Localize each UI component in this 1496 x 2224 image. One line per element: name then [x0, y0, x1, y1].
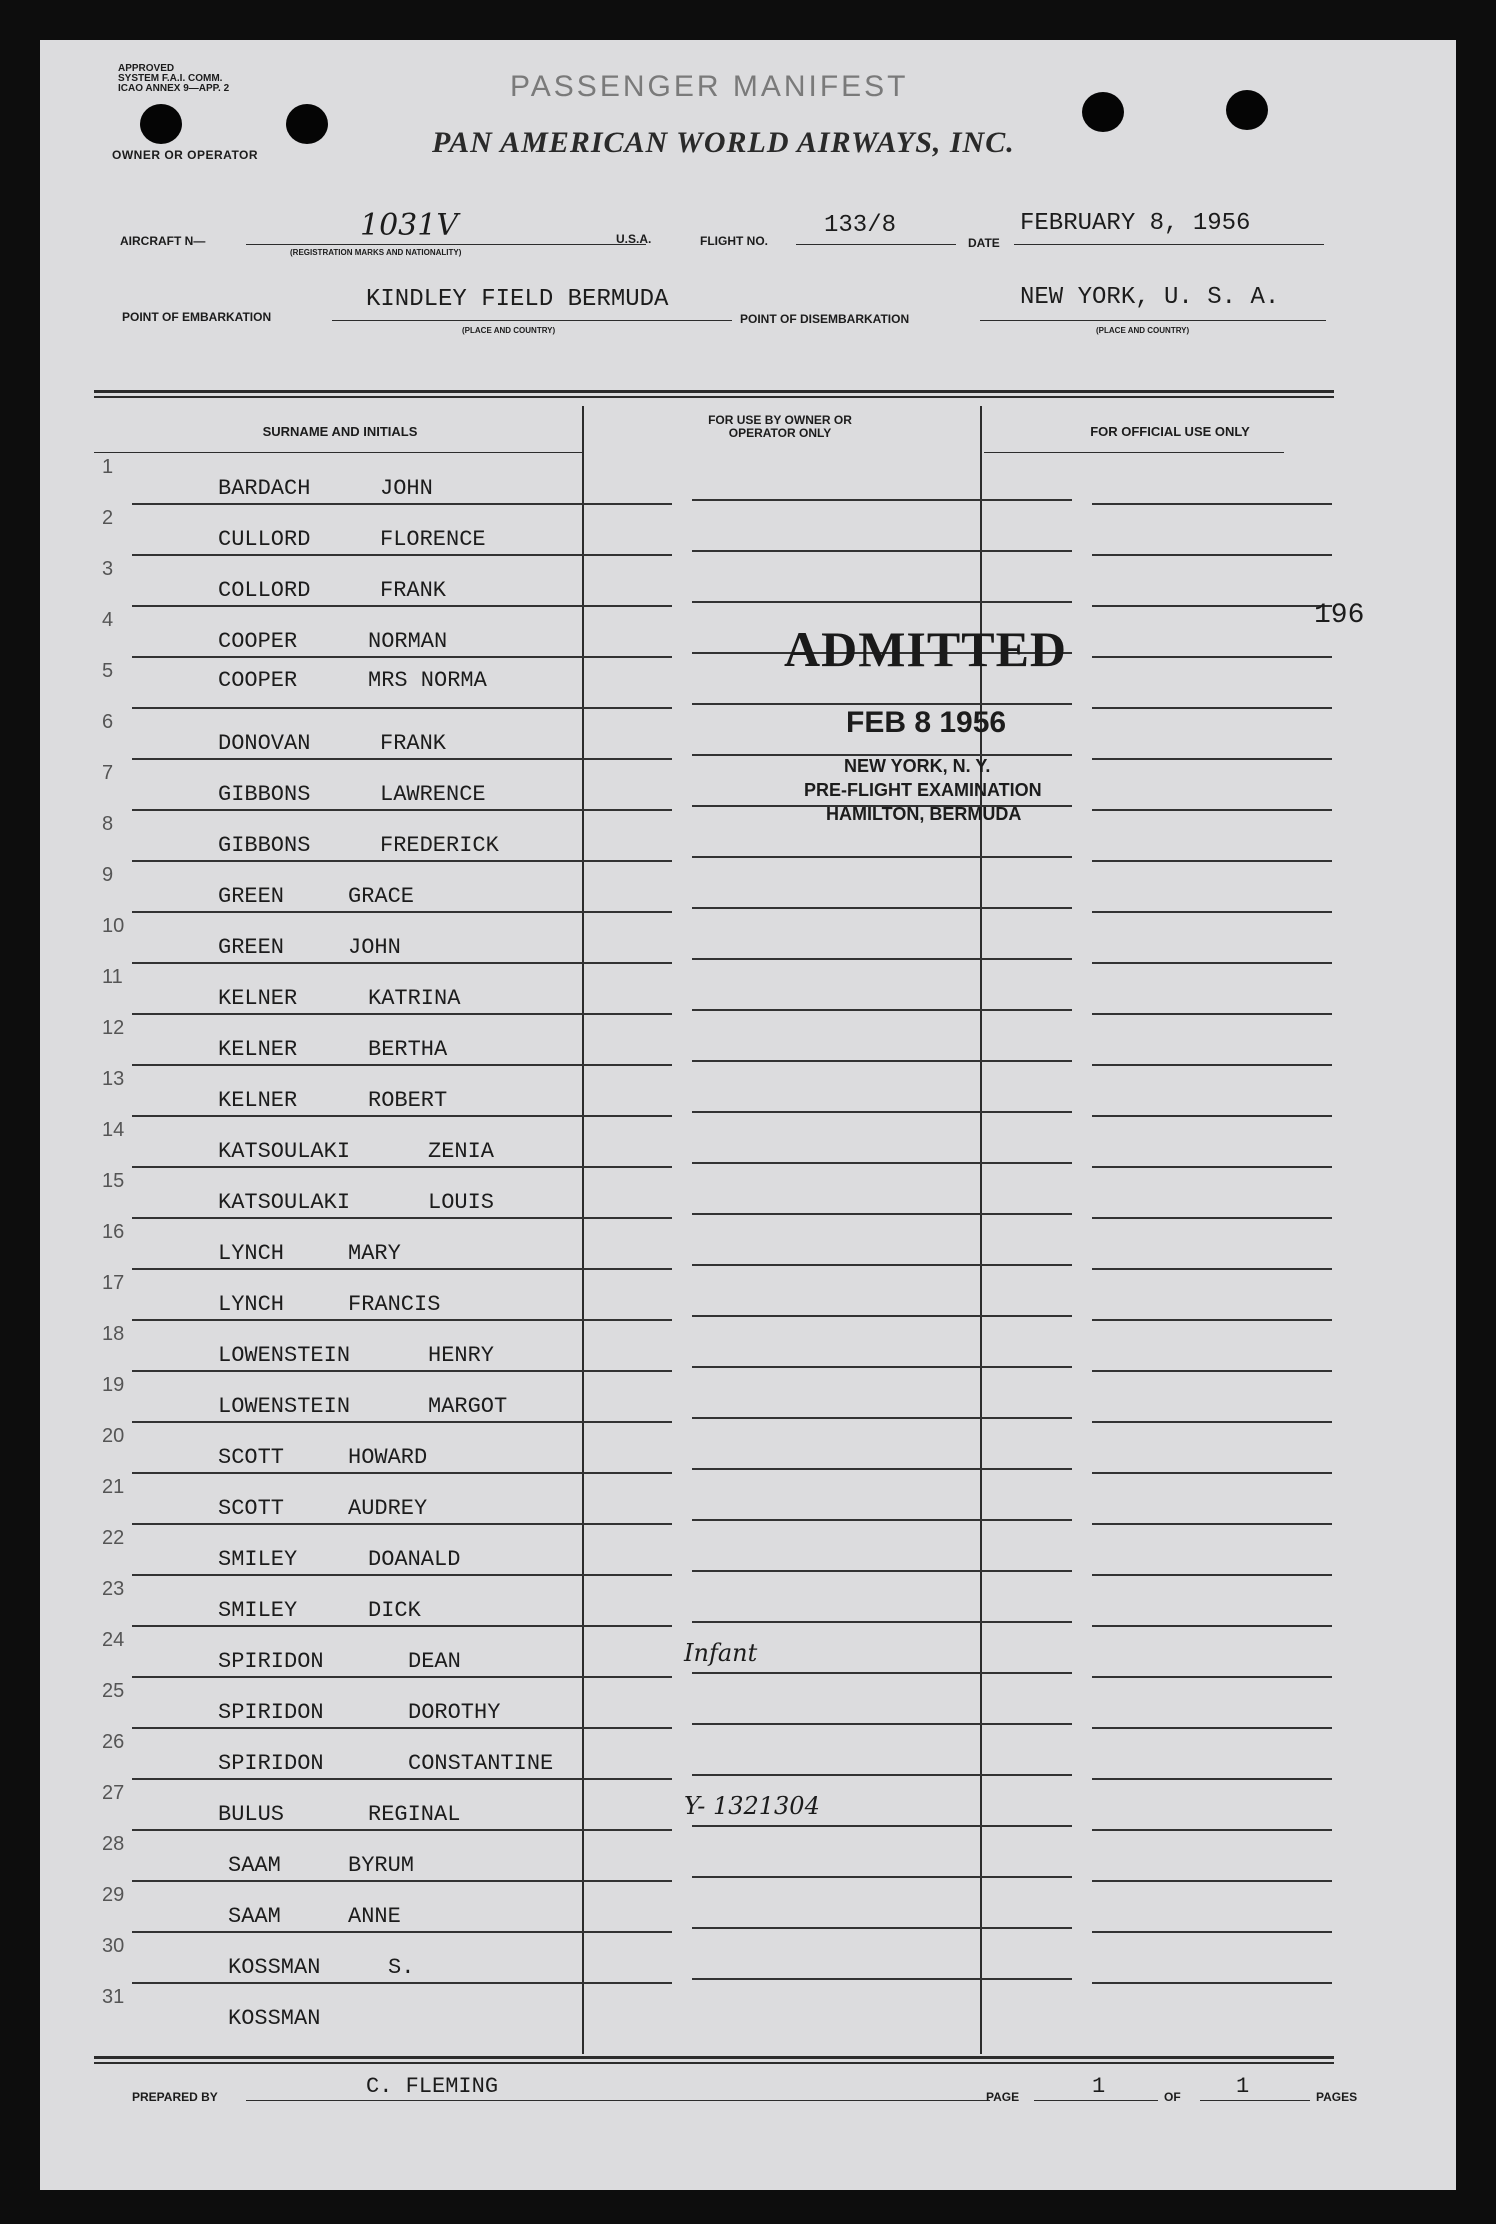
row-rule	[692, 1519, 1072, 1521]
passenger-given-name: DOANALD	[368, 1547, 461, 1572]
row-number: 12	[102, 1017, 125, 1039]
row-number: 6	[102, 711, 114, 733]
passenger-given-name: FRANCIS	[348, 1292, 441, 1317]
row-number: 20	[102, 1425, 125, 1447]
passenger-row	[92, 1627, 1332, 1678]
row-number: 13	[102, 1068, 125, 1090]
aircraft-sublabel: (REGISTRATION MARKS AND NATIONALITY)	[290, 248, 462, 257]
passenger-row	[92, 760, 1332, 811]
passenger-given-name: MARY	[348, 1241, 401, 1266]
disembark-value: NEW YORK, U. S. A.	[1020, 284, 1280, 311]
owner-operator-label: OWNER OR OPERATOR	[112, 148, 259, 162]
passenger-given-name: REGINAL	[368, 1802, 461, 1827]
row-rule	[692, 1621, 1072, 1623]
punch-hole-right-1	[1082, 92, 1124, 132]
passenger-given-name: FRANK	[380, 578, 447, 603]
passenger-given-name: JOHN	[348, 935, 401, 960]
passenger-row	[92, 1831, 1332, 1882]
table-top-rule	[94, 390, 1334, 393]
row-rule	[692, 1876, 1072, 1878]
passenger-row	[92, 1576, 1332, 1627]
passenger-row	[92, 1729, 1332, 1780]
passenger-given-name: KATRINA	[368, 986, 461, 1011]
approval-line: ICAO ANNEX 9—APP. 2	[118, 83, 230, 94]
row-rule	[692, 1315, 1072, 1317]
row-rule	[692, 499, 1072, 501]
aircraft-label: AIRCRAFT N—	[120, 234, 206, 248]
row-number: 22	[102, 1527, 125, 1549]
passenger-row	[92, 1372, 1332, 1423]
disembark-line	[980, 320, 1326, 321]
row-number: 2	[102, 507, 114, 529]
row-number: 25	[102, 1680, 125, 1702]
passenger-surname: DONOVAN	[218, 731, 311, 756]
row-rule	[692, 1111, 1072, 1113]
passenger-row	[92, 658, 1332, 709]
passenger-surname: SCOTT	[218, 1445, 285, 1470]
passenger-given-name: AUDREY	[348, 1496, 428, 1521]
passenger-surname: GIBBONS	[218, 833, 311, 858]
passenger-row	[92, 1780, 1332, 1831]
row-rule	[692, 601, 1072, 603]
passenger-surname: KATSOULAKI	[218, 1190, 351, 1215]
passenger-surname: KOSSMAN	[228, 1955, 321, 1980]
passenger-row	[92, 1168, 1332, 1219]
stamp-line-location: HAMILTON, BERMUDA	[826, 804, 1022, 824]
row-number: 26	[102, 1731, 125, 1753]
passenger-surname: CULLORD	[218, 527, 311, 552]
row-number: 1	[102, 456, 114, 478]
passenger-surname: SCOTT	[218, 1496, 285, 1521]
airline-name: PAN AMERICAN WORLD AIRWAYS, INC.	[432, 126, 1015, 159]
passenger-surname: SMILEY	[218, 1547, 298, 1572]
passenger-row	[92, 862, 1332, 913]
passenger-row	[92, 811, 1332, 862]
passenger-given-name: S.	[388, 1955, 415, 1980]
aircraft-number: 1031V	[360, 208, 459, 243]
punch-hole-left-1	[140, 104, 182, 144]
row-number: 15	[102, 1170, 125, 1192]
passenger-given-name: BERTHA	[368, 1037, 448, 1062]
row-number: 10	[102, 915, 125, 937]
passenger-row	[92, 505, 1332, 556]
row-rule	[692, 958, 1072, 960]
row-rule	[692, 1162, 1072, 1164]
admitted-stamp-word: ADMITTED	[784, 621, 1068, 677]
punch-hole-right-2	[1226, 90, 1268, 130]
row-number: 29	[102, 1884, 125, 1906]
passenger-row	[92, 1015, 1332, 1066]
row-number: 23	[102, 1578, 125, 1600]
row-rule	[692, 856, 1072, 858]
row-number: 18	[102, 1323, 125, 1345]
flight-number: 133/8	[824, 212, 897, 239]
row-number: 8	[102, 813, 114, 835]
stamp-line-city: NEW YORK, N. Y.	[844, 756, 991, 776]
passenger-row	[92, 454, 1332, 505]
row-rule	[692, 907, 1072, 909]
passenger-row	[92, 1219, 1332, 1270]
passenger-given-name: HOWARD	[348, 1445, 428, 1470]
passenger-row	[92, 607, 1332, 658]
passenger-row	[92, 1423, 1332, 1474]
passenger-row	[92, 913, 1332, 964]
row-number: 28	[102, 1833, 125, 1855]
passenger-surname: SAAM	[228, 1853, 281, 1878]
header-rule-names	[94, 452, 584, 453]
passenger-given-name: ROBERT	[368, 1088, 448, 1113]
usa-label: U.S.A.	[616, 232, 652, 246]
row-rule	[692, 1672, 1072, 1674]
column-header-owner-use: FOR USE BY OWNER OR OPERATOR ONLY	[708, 413, 852, 440]
passenger-given-name: CONSTANTINE	[408, 1751, 554, 1776]
passenger-surname: SPIRIDON	[218, 1700, 324, 1725]
passenger-row	[92, 1270, 1332, 1321]
row-number: 31	[102, 1986, 125, 2008]
official-note: 196	[1314, 600, 1365, 631]
passenger-surname: COOPER	[218, 629, 298, 654]
row-number: 5	[102, 660, 114, 682]
header-rule-official	[984, 452, 1284, 453]
manifest-title: PASSENGER MANIFEST	[510, 70, 909, 103]
row-number: 9	[102, 864, 114, 886]
of-label: OF	[1164, 2090, 1181, 2104]
date-label: DATE	[968, 236, 1000, 250]
passenger-given-name: JOHN	[380, 476, 433, 501]
row-number: 11	[102, 966, 123, 988]
row-rule	[692, 1417, 1072, 1419]
owner-note: Infant	[684, 1639, 758, 1667]
passenger-row	[92, 1678, 1332, 1729]
pages-total: 1	[1236, 2074, 1250, 2099]
row-rule	[692, 550, 1072, 552]
passenger-surname: KATSOULAKI	[218, 1139, 351, 1164]
row-rule	[692, 1570, 1072, 1572]
table-bottom-rule	[94, 2056, 1334, 2059]
row-number: 21	[102, 1476, 125, 1498]
embark-label: POINT OF EMBARKATION	[122, 310, 272, 324]
passenger-surname: COOPER	[218, 668, 298, 693]
passenger-row	[92, 1321, 1332, 1372]
passenger-given-name: LOUIS	[428, 1190, 495, 1215]
pages-line	[1200, 2100, 1310, 2101]
passenger-row	[92, 1525, 1332, 1576]
row-rule	[692, 1213, 1072, 1215]
passenger-row	[92, 709, 1332, 760]
aircraft-line	[246, 244, 646, 245]
table-bottom-rule-2	[94, 2062, 1334, 2064]
row-rule	[692, 1009, 1072, 1011]
passenger-given-name: ZENIA	[428, 1139, 495, 1164]
passenger-given-name: MRS NORMA	[368, 668, 487, 693]
passenger-surname: KELNER	[218, 1088, 298, 1113]
date-value: FEBRUARY 8, 1956	[1020, 210, 1251, 237]
row-number: 17	[102, 1272, 125, 1294]
embark-value: KINDLEY FIELD BERMUDA	[366, 286, 669, 313]
passenger-surname: SMILEY	[218, 1598, 298, 1623]
passenger-given-name: ANNE	[348, 1904, 401, 1929]
approval-block	[118, 64, 229, 94]
row-rule	[692, 703, 1072, 705]
row-rule	[692, 1264, 1072, 1266]
table-top-rule-2	[94, 396, 1334, 398]
row-rule	[692, 1060, 1072, 1062]
row-number: 4	[102, 609, 114, 631]
passenger-surname: SPIRIDON	[218, 1751, 324, 1776]
owner-note: Y- 1321304	[684, 1792, 820, 1820]
flight-line	[796, 244, 956, 245]
embark-line	[332, 320, 732, 321]
passenger-given-name: HENRY	[428, 1343, 495, 1368]
passenger-given-name: DOROTHY	[408, 1700, 501, 1725]
passenger-surname: BARDACH	[218, 476, 311, 501]
passenger-given-name: GRACE	[348, 884, 415, 909]
passenger-row	[92, 1933, 1332, 1984]
row-number: 27	[102, 1782, 125, 1804]
passenger-surname: LOWENSTEIN	[218, 1343, 351, 1368]
row-rule	[692, 1927, 1072, 1929]
manifest-sheet	[40, 40, 1456, 2190]
passenger-row	[92, 1984, 1332, 2035]
page-number: 1	[1092, 2074, 1106, 2099]
disembark-sublabel: (PLACE AND COUNTRY)	[1096, 326, 1190, 335]
passenger-surname: LYNCH	[218, 1241, 285, 1266]
passenger-given-name: FLORENCE	[380, 527, 486, 552]
passenger-surname: KELNER	[218, 986, 298, 1011]
passenger-surname: KELNER	[218, 1037, 298, 1062]
passenger-row	[92, 964, 1332, 1015]
row-rule	[692, 1978, 1072, 1980]
passenger-surname: BULUS	[218, 1802, 285, 1827]
stamp-line-exam: PRE-FLIGHT EXAMINATION	[804, 780, 1042, 800]
passenger-given-name: BYRUM	[348, 1853, 415, 1878]
pages-label: PAGES	[1316, 2090, 1358, 2104]
passenger-surname: SPIRIDON	[218, 1649, 324, 1674]
row-number: 16	[102, 1221, 125, 1243]
passenger-given-name: NORMAN	[368, 629, 448, 654]
date-line	[1014, 244, 1324, 245]
passenger-row	[92, 556, 1332, 607]
passenger-surname: GREEN	[218, 884, 285, 909]
passenger-surname: LYNCH	[218, 1292, 285, 1317]
row-rule	[692, 1774, 1072, 1776]
page-line	[1034, 2100, 1158, 2101]
passenger-surname: KOSSMAN	[228, 2006, 321, 2031]
prepared-by-value: C. FLEMING	[366, 2074, 499, 2099]
passenger-given-name: MARGOT	[428, 1394, 508, 1419]
row-number: 7	[102, 762, 114, 784]
passenger-given-name: DEAN	[408, 1649, 461, 1674]
row-number: 3	[102, 558, 114, 580]
column-header-names: SURNAME AND INITIALS	[262, 424, 418, 439]
row-rule	[692, 1825, 1072, 1827]
passenger-surname: SAAM	[228, 1904, 281, 1929]
passenger-given-name: DICK	[368, 1598, 421, 1623]
disembark-label: POINT OF DISEMBARKATION	[740, 312, 910, 326]
row-rule	[692, 1468, 1072, 1470]
passenger-row	[92, 1066, 1332, 1117]
column-header-official-use: FOR OFFICIAL USE ONLY	[1090, 424, 1250, 439]
passenger-surname: GIBBONS	[218, 782, 311, 807]
prepared-by-label: PREPARED BY	[132, 2090, 218, 2104]
page-label: PAGE	[986, 2090, 1020, 2104]
approval-line: SYSTEM F.A.I. COMM.	[118, 73, 223, 84]
passenger-surname: COLLORD	[218, 578, 311, 603]
row-number: 19	[102, 1374, 125, 1396]
embark-sublabel: (PLACE AND COUNTRY)	[462, 326, 556, 335]
row-rule	[692, 1366, 1072, 1368]
punch-hole-left-2	[286, 104, 328, 144]
admitted-stamp-date: FEB 8 1956	[846, 706, 1007, 739]
passenger-row	[92, 1474, 1332, 1525]
passenger-row	[92, 1117, 1332, 1168]
passenger-given-name: FRANK	[380, 731, 447, 756]
passenger-given-name: LAWRENCE	[380, 782, 486, 807]
flight-label: FLIGHT NO.	[700, 234, 768, 248]
row-rule	[692, 1723, 1072, 1725]
row-number: 24	[102, 1629, 125, 1651]
approval-line: APPROVED	[118, 63, 175, 74]
row-number: 14	[102, 1119, 125, 1141]
passenger-given-name: FREDERICK	[380, 833, 499, 858]
passenger-surname: GREEN	[218, 935, 285, 960]
passenger-row	[92, 1882, 1332, 1933]
passenger-surname: LOWENSTEIN	[218, 1394, 351, 1419]
prepared-by-line	[246, 2100, 990, 2101]
row-number: 30	[102, 1935, 125, 1957]
